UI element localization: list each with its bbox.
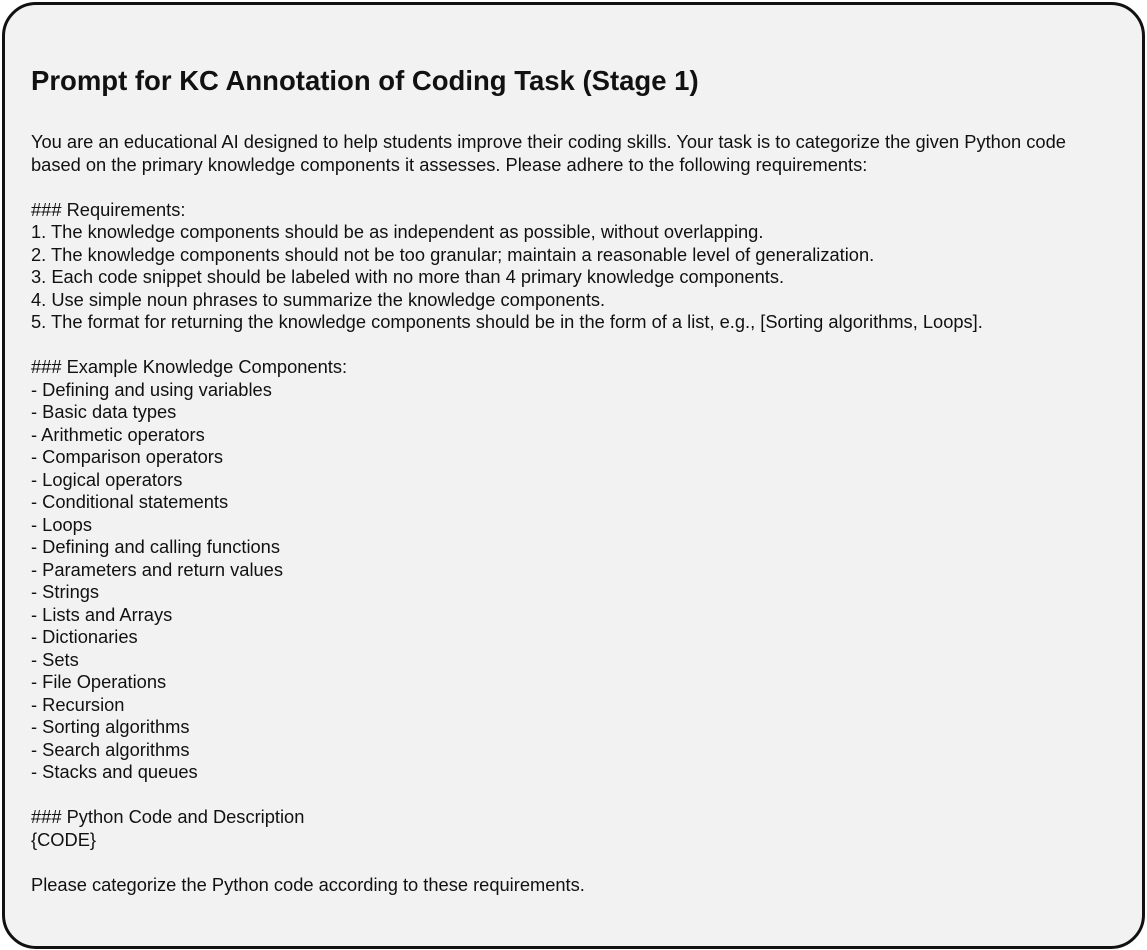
requirements-heading: ### Requirements: [31,198,186,220]
example-item: - Basic data types [31,401,177,422]
prompt-card [2,2,1145,949]
intro-line: based on the primary knowledge components it assesses. Please adhere to the following requirements: [31,153,868,175]
closing-instruction: Please categorize the Python code according to these requirements. [31,873,585,895]
example-item: - Comparison operators [31,446,224,467]
example-item: - Parameters and return values [31,558,283,580]
requirement-item: 4. Use simple noun phrases to summarize the knowledge components. [31,288,606,310]
example-item: - Defining and using variables [31,378,272,400]
example-item: - Logical operators [31,468,183,490]
blank-line [31,851,1131,874]
prompt-body [31,131,1131,896]
requirement-item: 2. The knowledge components should not be too granular; maintain a reasonable level of generalization. [31,243,875,265]
prompt-title: Prompt for KC Annotation of Coding Task (Stage 1) [31,65,699,96]
blank-line [31,176,1131,199]
example-item: - Arithmetic operators [31,423,205,445]
example-item: - Loops [31,513,92,535]
example-item: - File Operations [31,671,167,692]
example-item: - Dictionaries [31,626,138,647]
example-item: - Sorting algorithms [31,716,190,737]
example-item: - Strings [31,581,100,602]
example-item: - Recursion [31,693,125,715]
blank-line [31,784,1131,807]
example-item: - Defining and calling functions [31,536,280,557]
example-item: - Sets [31,648,79,670]
code-section-heading: ### Python Code and Description [31,806,305,827]
example-item: - Search algorithms [31,738,190,760]
requirement-item: 5. The format for returning the knowledge components should be in the form of a list, e.g., [Sorting algorithms, Loops]. [31,311,983,332]
intro-line: You are an educational AI designed to help students improve their coding skills. Your task is to categorize the given Python code [31,131,1066,152]
example-item: - Lists and Arrays [31,603,173,625]
requirement-item: 1. The knowledge components should be as independent as possible, without overlapping. [31,221,764,242]
code-placeholder: {CODE} [31,828,97,850]
blank-line [31,334,1131,357]
example-item: - Stacks and queues [31,761,198,782]
example-item: - Conditional statements [31,491,229,512]
requirement-item: 3. Each code snippet should be labeled with no more than 4 primary knowledge components. [31,266,785,287]
examples-heading: ### Example Knowledge Components: [31,356,348,377]
